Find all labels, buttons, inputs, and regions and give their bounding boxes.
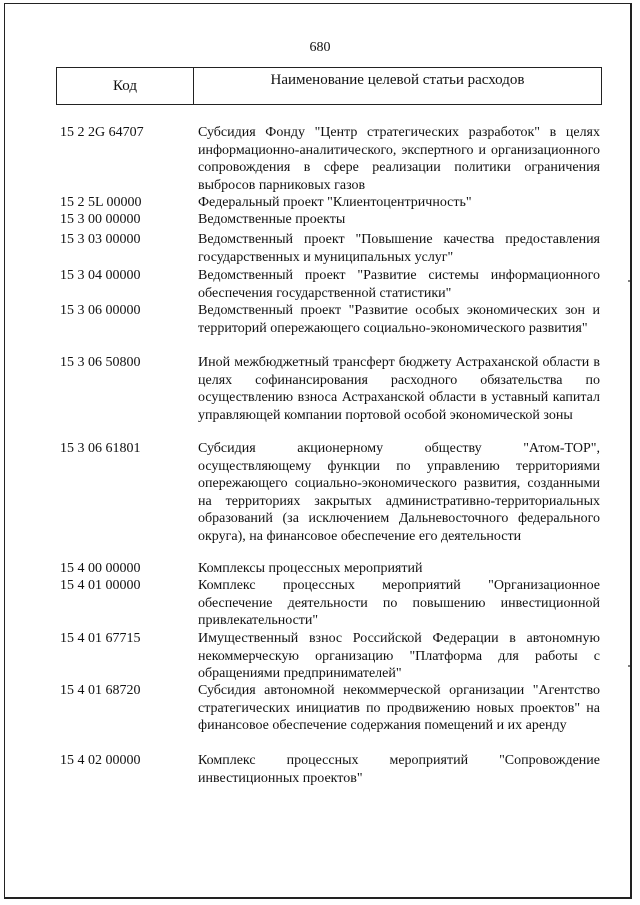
row-code: 15 3 04 00000: [60, 268, 141, 283]
row-description: Ведомственный проект "Развитие особых экономических зон и территорий опережающего социально-экономического развития": [198, 303, 600, 336]
row-description: Комплекс процессных мероприятий "Сопровождение инвестиционных проектов": [198, 753, 600, 786]
row-code: 15 2 5L 00000: [60, 195, 142, 210]
row-code: 15 3 00 00000: [60, 212, 141, 227]
table-row: [60, 577, 606, 630]
row-description: Федеральный проект "Клиентоцентричность": [198, 195, 472, 210]
row-code: 15 4 00 00000: [60, 561, 141, 576]
row-code: 15 2 2G 64707: [60, 125, 144, 140]
page-number: 680: [309, 40, 331, 55]
table-row: [60, 231, 606, 266]
row-code: 15 4 01 68720: [60, 683, 141, 698]
row-description: Имущественный взнос Российской Федерации в автономную некоммерческую организацию "Платформа для работы с обращениями предпринимателей": [198, 631, 600, 681]
header-code-label: Код: [57, 68, 194, 104]
row-code: 15 3 06 61801: [60, 441, 141, 456]
table-header: [56, 67, 602, 105]
row-description: Ведомственный проект "Развитие системы информационного обеспечения государственной статистики": [198, 268, 600, 301]
scan-speck: [628, 280, 630, 282]
row-description: Субсидия Фонду "Центр стратегических разработок" в целях информационно-аналитического, экспертного и организационного сопровождения в сфере реализации политики ограничения выбросов парниковых газов: [198, 125, 600, 193]
row-code: 15 4 02 00000: [60, 753, 141, 768]
scan-speck: [628, 665, 630, 667]
row-description: Комплексы процессных мероприятий: [198, 561, 423, 576]
table-row: [60, 267, 606, 302]
row-description: Иной межбюджетный трансферт бюджету Астраханской области в целях софинансирования расходного обязательства по осуществлению взноса Астраханской области в уставный капитал управляющей компании портовой особой экономической зоны: [198, 355, 600, 423]
table-row: [60, 752, 606, 787]
header-name-label: Наименование целевой статьи расходов: [270, 72, 525, 88]
table-row: [60, 630, 606, 683]
table-row: [60, 560, 606, 578]
row-code: 15 3 06 50800: [60, 355, 141, 370]
row-code: 15 3 06 00000: [60, 303, 141, 318]
row-code: 15 4 01 00000: [60, 578, 141, 593]
table-row: [60, 302, 606, 337]
row-description: Комплекс процессных мероприятий "Организационное обеспечение деятельности по повышению инвестиционной привлекательности": [198, 578, 600, 628]
table-row: [60, 211, 606, 229]
row-description: Субсидия автономной некоммерческой организации "Агентство стратегических инициатив по продвижению новых проектов" на финансовое обеспечение содержания помещений и их аренду: [198, 683, 600, 733]
row-description: Ведомственные проекты: [198, 212, 346, 227]
row-description: Субсидия акционерному обществу "Атом-ТОР", осуществляющему функции по управлению территориями опережающего социально-экономического развития, созданными на территориях закрытых административно-территориальных образований (за исключением Дальневосточного федерального округа), на финансовое обеспечение его деятельности: [198, 441, 600, 544]
row-description: Ведомственный проект "Повышение качества предоставления государственных и муниципальных услуг": [198, 232, 600, 265]
row-code: 15 4 01 67715: [60, 631, 141, 646]
table-row: [60, 440, 606, 545]
row-code: 15 3 03 00000: [60, 232, 141, 247]
table-row: [60, 194, 606, 212]
table-row: [60, 124, 606, 194]
table-row: [60, 682, 606, 735]
table-row: [60, 354, 606, 424]
